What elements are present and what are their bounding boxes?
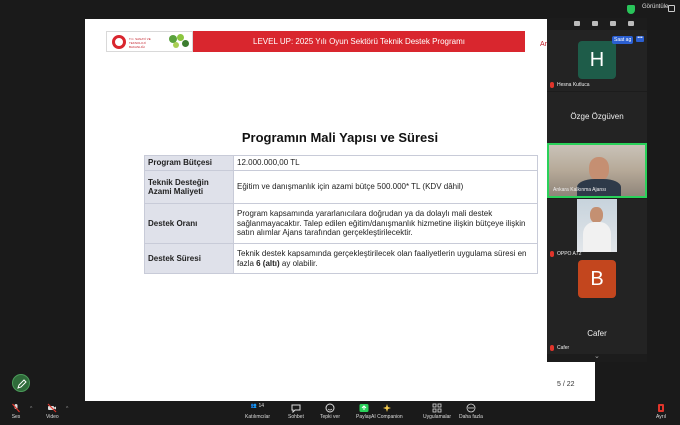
slide-title: Programın Mali Yapısı ve Süresi (241, 130, 439, 145)
leave-icon (656, 403, 666, 413)
more-button[interactable] (459, 403, 483, 420)
participants-icon: 👥 14 (250, 403, 265, 409)
video-off-icon (47, 403, 57, 413)
saat-label[interactable]: Saat ag (614, 37, 632, 43)
view-label[interactable]: Görüntüle (642, 4, 669, 10)
react-button[interactable] (320, 403, 340, 420)
leave-label: Ayrıl (656, 414, 666, 420)
row-value (234, 244, 538, 274)
smiley-icon (325, 403, 335, 413)
chevron-down-icon[interactable]: ⌄ (594, 353, 600, 360)
caret-up-icon[interactable]: ^ (30, 406, 33, 412)
more-label: Daha fazla (459, 414, 483, 420)
participant-name: Ankara Kalkınma Ajansı (553, 187, 607, 193)
audio-label: Ses (11, 414, 21, 420)
sparkle-icon (382, 403, 392, 413)
mic-off-icon (11, 403, 21, 413)
participant-center-name: Cafer (587, 329, 607, 338)
view-grid-icon[interactable] (668, 5, 675, 12)
page-number: 5 / 22 (557, 381, 575, 388)
ministry-logo-text: T.C. SANAYİ VE TEKNOLOJİ BAKANLIĞI (129, 37, 151, 49)
mic-muted-icon (550, 345, 554, 351)
row-value-end: ay olabilir. (279, 258, 318, 268)
share-label: Paylaş (356, 414, 372, 420)
apps-button[interactable] (423, 403, 451, 420)
panel-tool-icon[interactable] (610, 21, 616, 26)
apps-label: Uygulamalar (423, 414, 452, 420)
shield-icon[interactable] (627, 5, 635, 14)
leave-button[interactable] (656, 403, 666, 420)
slide-header (106, 31, 525, 52)
row-value: 12.000.000,00 TL (234, 156, 538, 171)
header-band (193, 31, 525, 52)
participants-panel (547, 18, 647, 362)
table-row (145, 156, 538, 171)
shared-slide (85, 19, 595, 401)
annotate-button[interactable] (12, 374, 30, 392)
agency-logo-icon (167, 34, 190, 50)
row-value-bold: 6 (altı) (256, 258, 280, 268)
participant-center-name: Özge Özgüven (570, 112, 624, 121)
participants-label: Katılımcılar (245, 414, 271, 420)
panel-tools (547, 18, 647, 30)
chat-button[interactable] (288, 403, 304, 420)
participant-tile[interactable] (547, 199, 647, 260)
logo-box (106, 31, 193, 52)
row-label: Destek Oranı (145, 204, 234, 244)
panel-tool-icon[interactable] (592, 21, 598, 26)
mic-muted-icon (550, 82, 554, 88)
row-value: Program kapsamında yararlanıcılara doğrudan ya da dolaylı mali destek sağlanmayacaktır. Talep edilen eğitim/danışmanlık hizmetine ilişkin bütçeye ilişkin satın alımlar Ajans tarafından gerçekleştirilecektir. (234, 204, 538, 244)
table-row (145, 244, 538, 274)
participant-count: 14 (258, 403, 265, 409)
meeting-toolbar (0, 401, 680, 425)
react-label: Tepki ver (320, 414, 341, 420)
avatar: B (578, 260, 616, 298)
apps-grid-icon (432, 403, 442, 413)
table-row (145, 204, 538, 244)
header-title: LEVEL UP: 2025 Yılı Oyun Sektörü Teknik Destek Programı (253, 37, 465, 46)
panel-tool-icon[interactable] (574, 21, 580, 26)
more-dots-icon (466, 403, 476, 413)
participant-tile-active[interactable] (547, 143, 647, 198)
caret-up-icon[interactable]: ^ (66, 406, 69, 412)
row-value: Eğitim ve danışmanlık için azami bütçe 500.000* TL (KDV dâhil) (234, 171, 538, 204)
participant-tile[interactable] (547, 310, 647, 354)
chat-label: Sohbet (288, 414, 304, 420)
info-table (144, 155, 538, 274)
participant-video (577, 199, 617, 252)
row-label: Teknik Desteğin Azami Maliyeti (145, 171, 234, 204)
audio-button[interactable] (11, 403, 21, 420)
row-label: Destek Süresi (145, 244, 234, 274)
more-options-button[interactable]: ••• (637, 35, 643, 41)
participants-button[interactable] (245, 403, 270, 420)
ai-companion-button[interactable] (371, 403, 403, 420)
avatar: H (578, 41, 616, 79)
participant-name: Cafer (557, 345, 570, 351)
ai-companion-label: AI Companion (371, 414, 403, 420)
participant-name: Hesna Kutluca (557, 82, 590, 88)
header-right-text: Ar (540, 41, 547, 48)
top-bar (0, 0, 680, 18)
share-screen-icon (359, 403, 369, 413)
participant-name: OPPO A72 (557, 251, 582, 257)
video-label: Video (46, 414, 59, 420)
panel-tool-icon[interactable] (628, 21, 634, 26)
table-row (145, 171, 538, 204)
row-label: Program Bütçesi (145, 156, 234, 171)
ministry-logo-icon (112, 35, 126, 49)
mic-muted-icon (550, 251, 554, 257)
video-button[interactable] (46, 403, 59, 420)
row-value-text: Teknik destek kapsamında gerçekleştirilecek olan faaliyetlerin uygulama süresi en fazla (237, 249, 527, 268)
pencil-icon (16, 378, 28, 390)
share-button[interactable] (356, 403, 371, 420)
chat-icon (291, 403, 301, 413)
